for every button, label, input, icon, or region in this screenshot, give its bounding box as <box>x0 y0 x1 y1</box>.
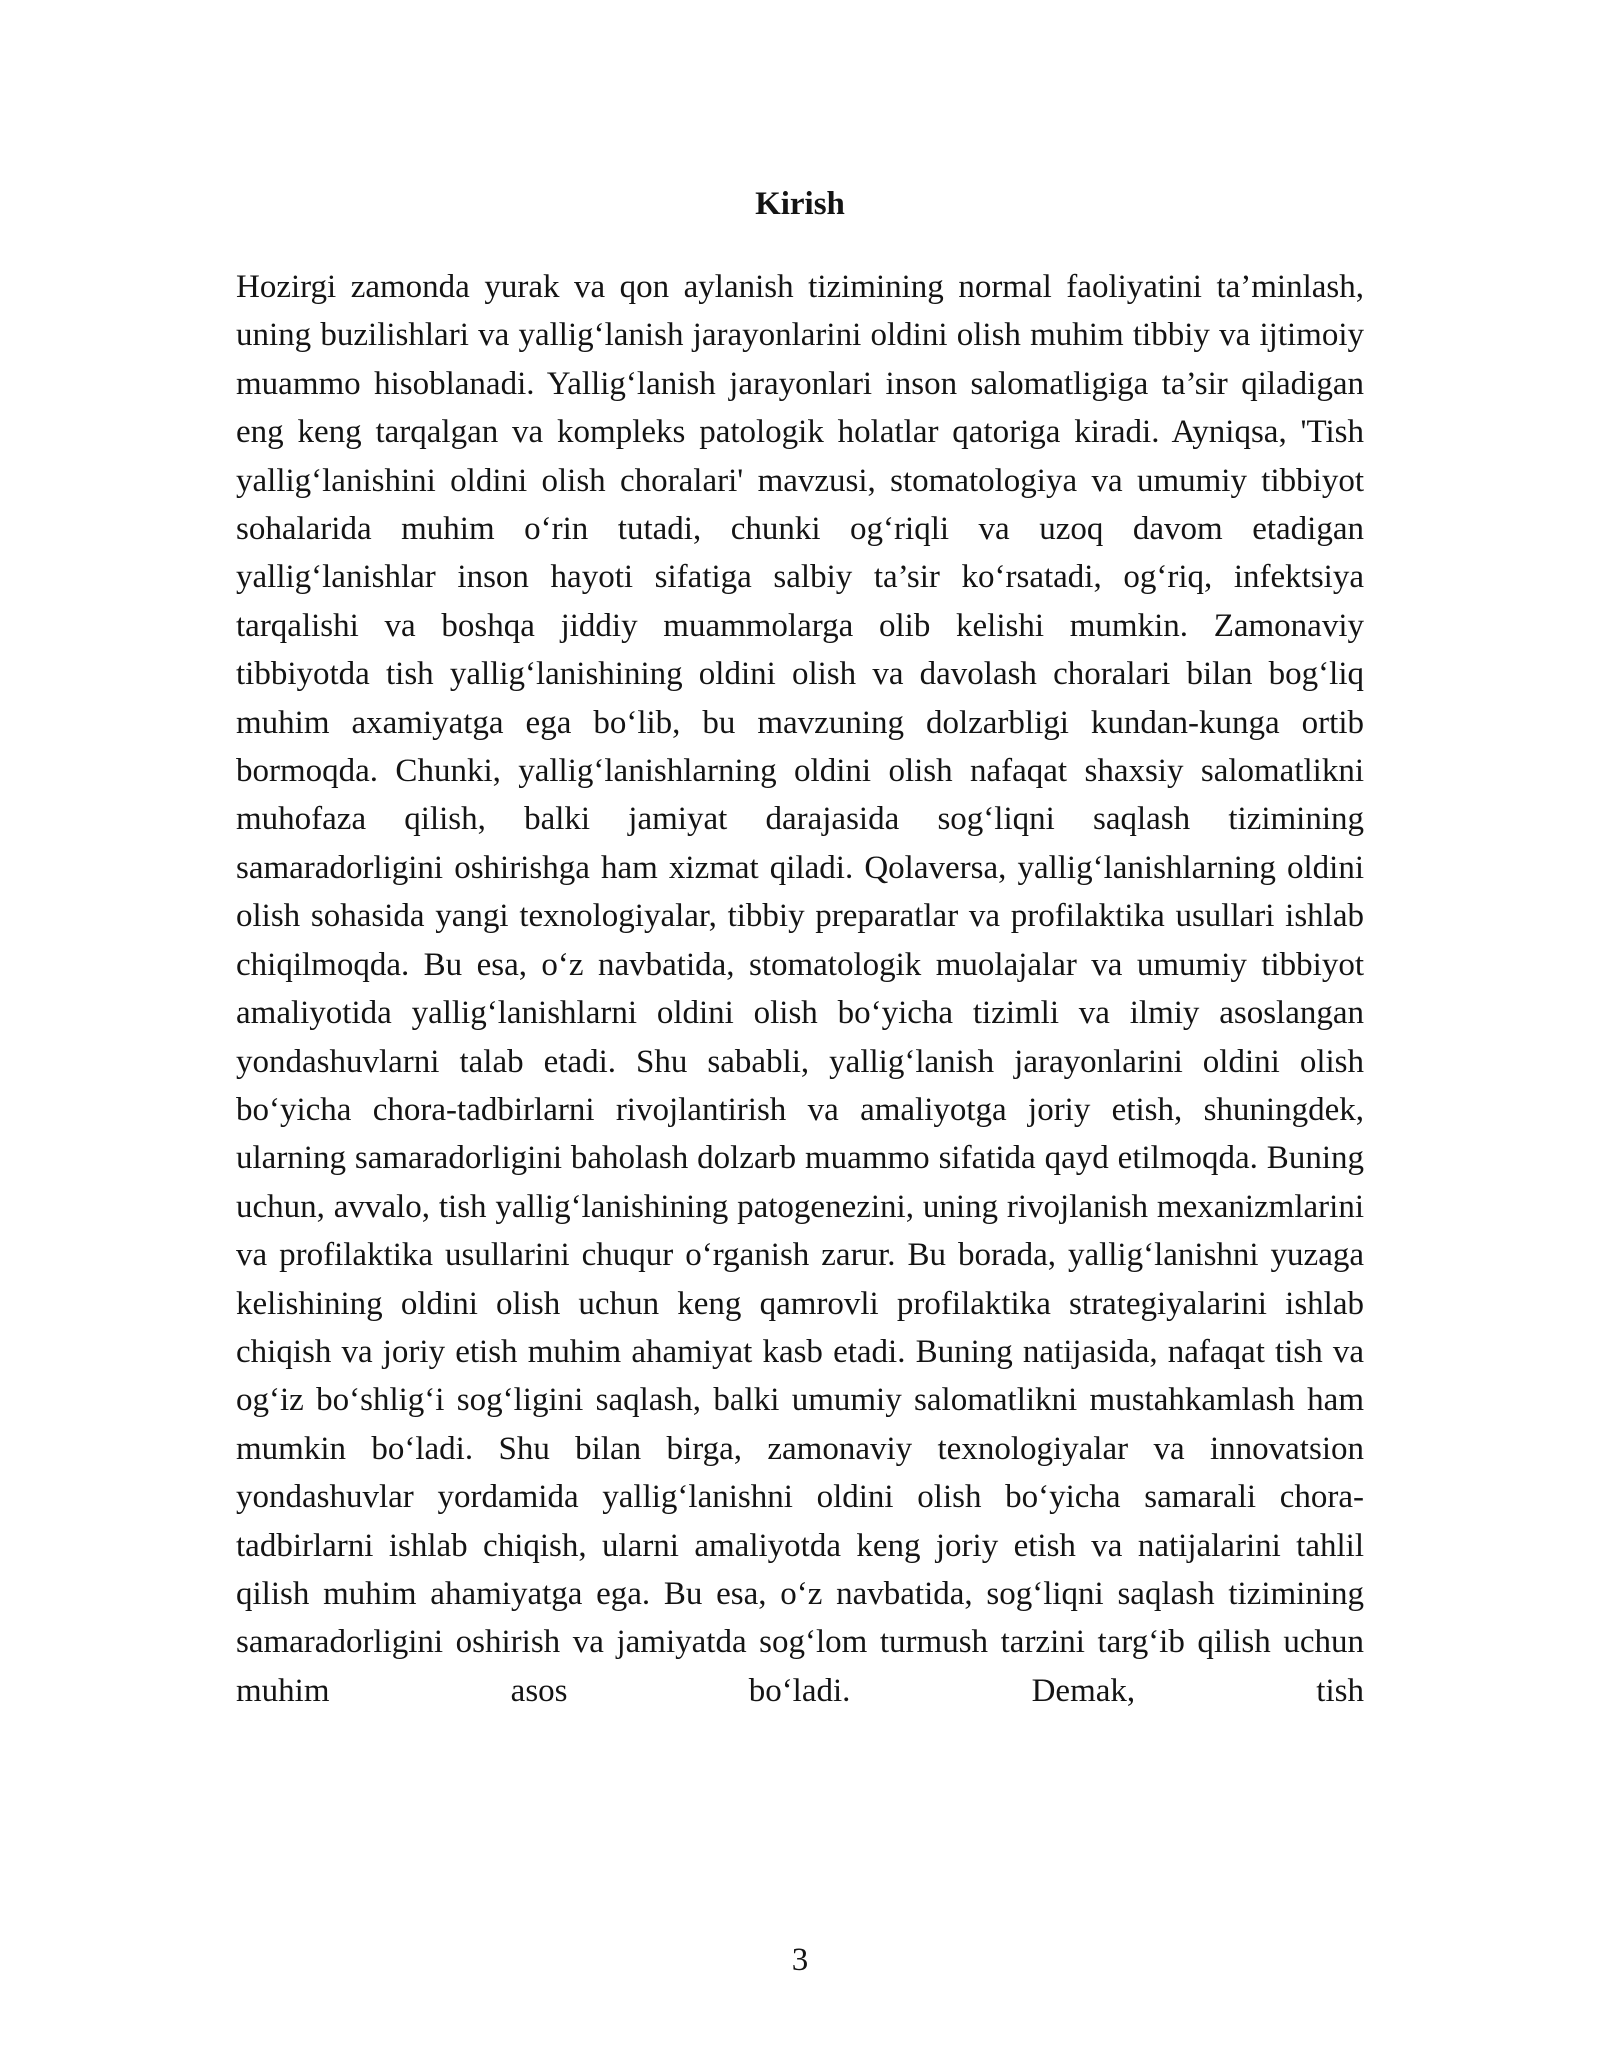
page-number: 3 <box>791 1942 809 1978</box>
body-paragraph: Hozirgi zamonda yurak va qon aylanish tizimining normal faoliyatini ta’minlash, uning buzilishlari va yallig‘lanish jarayonlarini oldini olish muhim tibbiy va ijtimoiy muammo hisoblanadi. Yallig‘lanish jarayonlari inson salomatligiga ta’sir qiladigan eng keng tarqalgan va kompleks patologik holatlar qatoriga kiradi. Ayniqsa, 'Tish yallig‘lanishini oldini olish choralari' mavzusi, stomatologiya va umumiy tibbiyot sohalarida muhim o‘rin tutadi, chunki og‘riqli va uzoq davom etadigan yallig‘lanishlar inson hayoti sifatiga salbiy ta’sir ko‘rsatadi, og‘riq, infektsiya tarqalishi va boshqa jiddiy muammolarga olib kelishi mumkin. Zamonaviy tibbiyotda tish yallig‘lanishining oldini olish va davolash choralari bilan bog‘liq muhim axamiyatga ega bo‘lib, bu mavzuning dolzarbligi kundan-kunga ortib bormoqda. Chunki, yallig‘lanishlarning oldini olish nafaqat shaxsiy salomatlikni muhofaza qilish, balki jamiyat darajasida sog‘liqni saqlash tizimining samaradorligini oshirishga ham xizmat qiladi. Qolaversa, yallig‘lanishlarning oldini olish sohasida yangi texnologiyalar, tibbiy preparatlar va profilaktika usullari ishlab chiqilmoqda. Bu esa, o‘z navbatida, stomatologik muolajalar va umumiy tibbiyot amaliyotida yallig‘lanishlarni oldini olish bo‘yicha tizimli va ilmiy asoslangan yondashuvlarni talab etadi. Shu sababli, yallig‘lanish jarayonlarini oldini olish bo‘yicha chora-tadbirlarni rivojlantirish va amaliyotga joriy etish, shuningdek, ularning samaradorligini baholash dolzarb muammo sifatida qayd etilmoqda. Buning uchun, avvalo, tish yallig‘lanishining patogenezini, uning rivojlanish mexanizmlarini va profilaktika usullarini chuqur o‘rganish zarur. Bu borada, yallig‘lanishni yuzaga kelishining oldini olish uchun keng qamrovli profilaktika strategiyalarini ishlab chiqish va joriy etish muhim ahamiyat kasb etadi. Buning natijasida, nafaqat tish va og‘iz bo‘shlig‘i sog‘ligini saqlash, balki umumiy salomatlikni mustahkamlash ham mumkin bo‘ladi. Shu bilan birga, zamonaviy texnologiyalar va innovatsion yondashuvlar yordamida yallig‘lanishni oldini olish bo‘yicha samarali chora-tadbirlarni ishlab chiqish, ularni amaliyotda keng joriy etish va natijalarini tahlil qilish muhim ahamiyatga ega. Bu esa, o‘z navbatida, sog‘liqni saqlash tizimining samaradorligini oshirish va jamiyatda sog‘lom turmush tarzini targ‘ib qilish uchun muhim asos bo‘ladi. Demak, tish <box>236 269 1364 1709</box>
page-title: Kirish <box>755 186 845 222</box>
